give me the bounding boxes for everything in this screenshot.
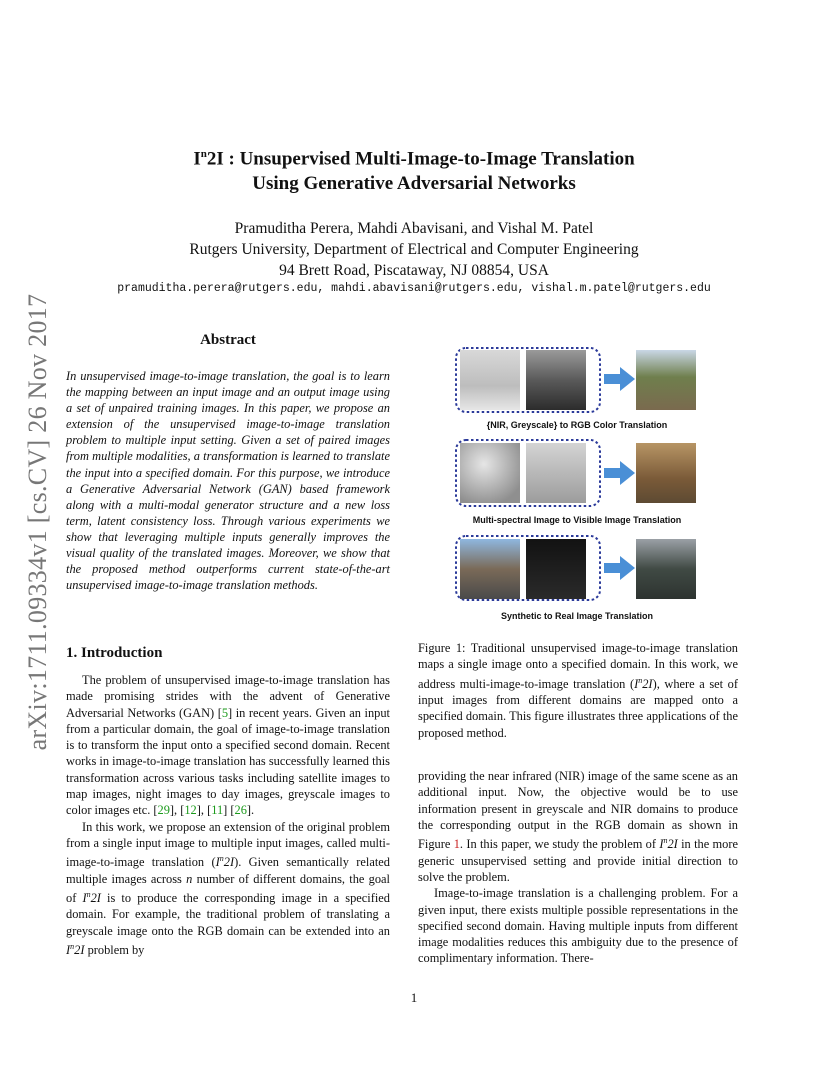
figure-row-1-label: {NIR, Greyscale} to RGB Color Translation (486, 420, 668, 430)
arrow-icon (604, 367, 635, 391)
section-heading-introduction: 1. Introduction (66, 645, 163, 661)
nir-image (460, 350, 520, 410)
right-paragraph-1: providing the near infrared (NIR) image of the same scene as an additional input. Now, the objective would be to use information present in greyscale and NIR domains to produce the corresponding output in the RGB domain as shown in Figure 1. In this paper, we study the problem of $I^n2I$ in the more generic unsupervised setting and provide initial direction to solve the problem. (418, 769, 738, 884)
visible-output-image (636, 443, 696, 503)
citation-link[interactable]: 29 (157, 803, 170, 818)
page-number: 1 (410, 990, 418, 1005)
paper-title (100, 142, 728, 196)
author-block (100, 218, 728, 281)
abstract-heading: Abstract (200, 332, 256, 348)
authors: Pramuditha Perera, Mahdi Abavisani, and Vishal M. Patel (234, 220, 594, 237)
arrow-icon (604, 461, 635, 485)
affiliation: Rutgers University, Department of Electrical and Computer Engineering (189, 241, 639, 258)
arxiv-id: arXiv:1711.09334v1 [cs.CV] 26 Nov 2017 (23, 293, 52, 751)
figure-1 (418, 340, 758, 630)
greyscale-image (526, 350, 586, 410)
synthetic-image (460, 539, 520, 599)
citation-link[interactable]: 11 (211, 803, 224, 818)
title-line-2: Using Generative Adversarial Networks (252, 173, 576, 195)
real-output-image (636, 539, 696, 599)
synthetic-depth-image (526, 539, 586, 599)
intro-paragraph-2: In this work, we propose an extension of the original problem from a single input image to multiple input images, called multi-image-to-image translation $(I^n2I)$. Given semantically related multiple images across n number of different domains, the goal of $I^n2I$ is to produce the corresponding image in a specified domain. For example, the traditional problem of translating a greyscale image onto the RGB domain can be extended into an $I^n2I$ problem by (66, 819, 391, 958)
address: 94 Brett Road, Piscataway, NJ 08854, USA (279, 262, 549, 279)
figure-reference-link[interactable]: 1 (453, 837, 460, 852)
figure-row-3-label: Synthetic to Real Image Translation (500, 611, 654, 621)
figure-caption: Figure 1: Traditional unsupervised image-to-image translation maps a single image onto a specified domain. In this work, we address multi-image-to-image translation $(I^n2I)$, where a set of input images from different domains are mapped onto a specified domain. This figure illustrates three applications of the proposed method. (418, 641, 739, 740)
emails: pramuditha.perera@rutgers.edu, mahdi.abavisani@rutgers.edu, vishal.m.patel@rutgers.edu (117, 282, 711, 295)
title-line-1: $I^n2I$ : Unsupervised Multi-Image-to-Image Translation (193, 148, 635, 170)
introduction-text (66, 672, 390, 958)
right-paragraph-2: Image-to-image translation is a challenging problem. For a given input, there exists multiple possible representations in the specified second domain. Having multiple inputs from different image modalities reduces this ambiguity due to the presence of complimentary information. There- (418, 886, 738, 966)
figure-row-2-label: Multi-spectral Image to Visible Image Translation (472, 515, 682, 525)
right-column-text (418, 768, 738, 967)
citation-link[interactable]: 26 (234, 803, 247, 818)
citation-link[interactable]: 5 (221, 705, 229, 720)
multispectral-image-2 (526, 443, 586, 503)
rgb-output-image (636, 350, 696, 410)
arxiv-sidebar (18, 282, 58, 762)
intro-paragraph-1: The problem of unsupervised image-to-image translation has made promising strides with the advent of Generative Adversarial Networks (GAN) [5] in recent years. Given an input from a particular domain, the goal of image-to-image translation is to transform the input onto a specified second domain. Recent works in image-to-image translation has successfully learned this transformation across various tasks including satellite images to map images, night images to day images, greyscale images to color images etc. [29], [12], [11] [26]. (66, 673, 390, 818)
arrow-icon (604, 556, 635, 580)
multispectral-image (460, 443, 520, 503)
citation-link[interactable]: 12 (184, 803, 197, 818)
abstract-text: In unsupervised image-to-image translation, the goal is to learn the mapping between an input image and an output image using a set of unpaired training images. In this paper, we propose an extension of the unsupervised image-to-image translation problem to multiple input setting. Given a set of paired images from multiple modalities, a transformation is learned to translate the input into a specified domain. For this purpose, we introduce a Generative Adversarial Network (GAN) based framework along with a multi-modal generator structure and a new loss term, latent consistency loss. Through various experiments we show that leveraging multiple inputs generally improves the visual quality of the translated images. Moreover, we show that the proposed method outperforms current state-of-the-art unsupervised image-to-image translation methods. (66, 369, 390, 593)
